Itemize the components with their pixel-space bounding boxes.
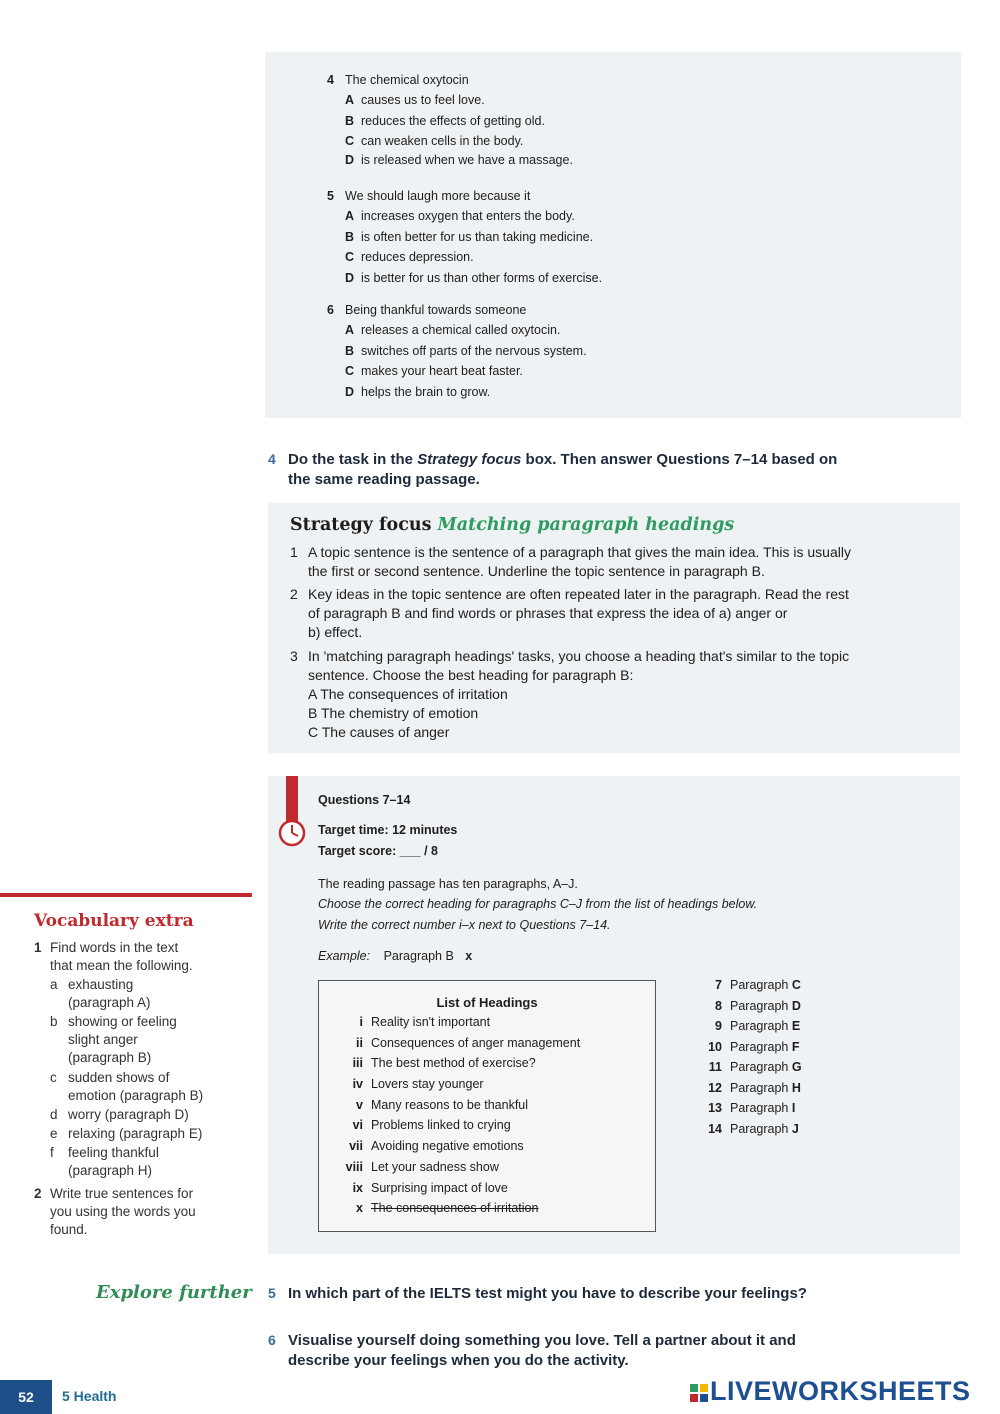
brand-text: LIVEWORKSHEETS bbox=[710, 1376, 971, 1406]
instruction: Write the correct number i–x next to Questions 7–14. bbox=[318, 918, 611, 932]
heading-text: Avoiding negative emotions bbox=[371, 1139, 524, 1153]
page-number: 52 bbox=[0, 1380, 52, 1414]
strategy-title bbox=[290, 515, 734, 535]
strategy-item-number: 1 bbox=[290, 544, 298, 560]
heading-text: The consequences of irritation bbox=[371, 1201, 539, 1215]
vocab-letter: f bbox=[50, 1145, 54, 1160]
option-text: is released when we have a massage. bbox=[361, 152, 573, 167]
option[interactable] bbox=[345, 320, 587, 341]
heading-text: Reality isn't important bbox=[371, 1015, 491, 1029]
vocab-line: you using the words you bbox=[50, 1204, 196, 1220]
explore-question-5: In which part of the IELTS test might you have to describe your feelings? bbox=[288, 1285, 807, 1302]
question-number: 7 bbox=[715, 978, 722, 992]
strategy-line: b) effect. bbox=[308, 624, 363, 640]
question-number: 11 bbox=[708, 1060, 722, 1074]
paragraph-label: Paragraph bbox=[730, 1101, 789, 1115]
paragraph-question[interactable] bbox=[698, 1101, 795, 1115]
vocab-line: (paragraph B) bbox=[68, 1050, 152, 1066]
option-text: increases oxygen that enters the body. bbox=[361, 209, 575, 223]
strategy-line: of paragraph B and find words or phrases that express the idea of a) anger or bbox=[308, 605, 788, 621]
question-4 bbox=[327, 70, 573, 169]
strategy-item-number: 2 bbox=[290, 586, 298, 602]
option[interactable] bbox=[345, 131, 573, 152]
option-text: switches off parts of the nervous system. bbox=[361, 343, 587, 358]
strategy-option: B The chemistry of emotion bbox=[308, 705, 479, 721]
vocab-line: (paragraph H) bbox=[68, 1163, 153, 1179]
clock-icon bbox=[277, 818, 307, 848]
instruction: Choose the correct heading for paragraphs C–J from the list of headings below. bbox=[318, 897, 758, 911]
strategy-option: C The causes of anger bbox=[308, 724, 450, 740]
target-time: Target time: 12 minutes bbox=[318, 823, 458, 837]
questions-box bbox=[268, 776, 960, 1254]
unit-label: 5 Health bbox=[62, 1388, 117, 1404]
strategy-line: A topic sentence is the sentence of a paragraph that gives the main idea. This is usually bbox=[308, 544, 851, 560]
vocab-subitem bbox=[50, 1069, 203, 1105]
option-letter: B bbox=[345, 113, 355, 128]
questions-title: Questions 7–14 bbox=[318, 793, 411, 807]
vocab-line: emotion (paragraph B) bbox=[68, 1088, 204, 1104]
strategy-line: In 'matching paragraph headings' tasks, you choose a heading that's similar to the topic bbox=[308, 648, 850, 664]
task-emphasis: Strategy focus bbox=[417, 451, 522, 468]
option[interactable] bbox=[345, 382, 587, 403]
vocab-line: showing or feeling bbox=[68, 1014, 177, 1029]
question-stem: We should laugh more because it bbox=[345, 189, 531, 203]
timer-bar bbox=[286, 776, 298, 822]
option-text: is often better for us than taking medicine. bbox=[361, 229, 594, 244]
paragraph-letter: F bbox=[791, 1040, 800, 1054]
option[interactable] bbox=[345, 247, 602, 268]
heading-row bbox=[319, 1181, 508, 1195]
question-5 bbox=[327, 186, 602, 288]
vocab-letter: d bbox=[50, 1107, 58, 1122]
vocab-item-1 bbox=[50, 939, 193, 975]
heading-text: Lovers stay younger bbox=[371, 1077, 484, 1091]
brand-logo[interactable] bbox=[690, 1376, 971, 1407]
strategy-line: the first or second sentence. Underline the topic sentence in paragraph B. bbox=[308, 563, 765, 579]
vocab-item-number: 1 bbox=[34, 940, 42, 955]
heading-number: vii bbox=[349, 1139, 363, 1153]
vocab-subitem bbox=[50, 976, 151, 1012]
heading-number: viii bbox=[345, 1160, 363, 1174]
heading-text: Surprising impact of love bbox=[371, 1181, 508, 1195]
question-stem: Being thankful towards someone bbox=[345, 303, 527, 317]
paragraph-letter: H bbox=[791, 1081, 801, 1095]
vocab-line: sudden shows of bbox=[68, 1070, 170, 1085]
paragraph-label: Paragraph bbox=[730, 978, 789, 992]
option-letter: A bbox=[345, 93, 355, 107]
strategy-option: A The consequences of irritation bbox=[308, 686, 508, 702]
vocab-item-number: 2 bbox=[34, 1186, 42, 1201]
paragraph-label: Paragraph bbox=[730, 1060, 789, 1074]
vocab-line: worry (paragraph D) bbox=[68, 1107, 189, 1122]
option-letter: D bbox=[345, 270, 355, 285]
question-number: 10 bbox=[708, 1040, 722, 1054]
task-4-instruction bbox=[288, 450, 948, 490]
vocab-line: Find words in the text bbox=[50, 940, 179, 955]
vocab-title: Vocabulary extra bbox=[34, 911, 194, 931]
question-number: 8 bbox=[715, 999, 722, 1013]
option[interactable] bbox=[345, 152, 573, 169]
explore-question-6 bbox=[288, 1331, 948, 1371]
heading-text: Many reasons to be thankful bbox=[371, 1098, 529, 1112]
vocab-line: relaxing (paragraph E) bbox=[68, 1126, 203, 1141]
vocab-subitem bbox=[50, 1013, 177, 1068]
strategy-line: Key ideas in the topic sentence are often repeated later in the paragraph. Read the rest bbox=[308, 586, 849, 602]
task-number: 5 bbox=[268, 1285, 276, 1301]
paragraph-label: Paragraph bbox=[730, 999, 789, 1013]
headings-list bbox=[318, 980, 656, 1232]
strategy-subtitle: Matching paragraph headings bbox=[437, 515, 735, 535]
paragraph-label: Paragraph bbox=[730, 1122, 789, 1136]
paragraph-letter: E bbox=[791, 1019, 801, 1033]
heading-row bbox=[319, 1036, 580, 1050]
heading-row bbox=[319, 1077, 484, 1091]
heading-number: iv bbox=[352, 1077, 363, 1091]
question-6 bbox=[327, 300, 587, 402]
option-text: is better for us than other forms of exercise. bbox=[361, 270, 603, 285]
heading-row bbox=[319, 1118, 511, 1132]
option-text: releases a chemical called oxytocin. bbox=[361, 323, 561, 337]
option[interactable] bbox=[345, 111, 573, 132]
paragraph-question[interactable] bbox=[698, 1060, 802, 1074]
vocab-letter: b bbox=[50, 1014, 58, 1029]
heading-row-example bbox=[319, 1201, 538, 1215]
paragraph-question[interactable] bbox=[698, 1019, 800, 1033]
vocab-line: that mean the following. bbox=[50, 958, 193, 974]
vocab-letter: e bbox=[50, 1126, 58, 1141]
task-text: Do the task in the bbox=[288, 451, 418, 468]
example bbox=[318, 946, 472, 966]
vocab-divider bbox=[0, 893, 252, 897]
strategy-title-text: Strategy focus bbox=[290, 515, 432, 535]
option-letter: B bbox=[345, 343, 355, 358]
option-text: reduces the effects of getting old. bbox=[361, 113, 545, 128]
paragraph-question[interactable] bbox=[698, 1081, 801, 1095]
heading-row bbox=[319, 1098, 528, 1112]
paragraph-letter: I bbox=[791, 1101, 796, 1115]
task-number: 4 bbox=[268, 451, 276, 467]
example-text: Paragraph B bbox=[383, 949, 454, 963]
option[interactable] bbox=[345, 268, 602, 289]
option-letter: A bbox=[345, 323, 355, 337]
heading-row bbox=[319, 1056, 536, 1070]
option-letter: D bbox=[345, 152, 355, 167]
mcq-box bbox=[265, 52, 961, 418]
vocab-letter: c bbox=[50, 1070, 57, 1085]
vocab-line: Write true sentences for bbox=[50, 1186, 194, 1201]
heading-text: Consequences of anger management bbox=[371, 1036, 581, 1050]
vocab-letter: a bbox=[50, 977, 58, 992]
example-label: Example: bbox=[318, 949, 371, 963]
vocabulary-extra bbox=[0, 893, 252, 1243]
question-stem: The chemical oxytocin bbox=[345, 73, 469, 87]
heading-number: x bbox=[356, 1201, 363, 1215]
option-letter: C bbox=[345, 250, 355, 264]
vocab-subitem bbox=[50, 1125, 202, 1143]
paragraph-label: Paragraph bbox=[730, 1040, 789, 1054]
question-number: 12 bbox=[708, 1081, 722, 1095]
option-letter: C bbox=[345, 364, 355, 378]
option[interactable] bbox=[345, 206, 602, 227]
paragraph-label: Paragraph bbox=[730, 1081, 789, 1095]
heading-row bbox=[319, 1139, 524, 1153]
heading-number: vi bbox=[352, 1118, 363, 1132]
option-text: helps the brain to grow. bbox=[361, 384, 491, 399]
strategy-focus-box bbox=[268, 503, 960, 753]
example-answer: x bbox=[465, 949, 473, 963]
strategy-item-number: 3 bbox=[290, 648, 298, 664]
paragraph-question[interactable] bbox=[698, 999, 801, 1013]
vocab-line: slight anger bbox=[68, 1032, 138, 1048]
option[interactable] bbox=[345, 90, 573, 111]
heading-number: ii bbox=[356, 1036, 363, 1050]
heading-text: The best method of exercise? bbox=[371, 1056, 536, 1070]
option-text: makes your heart beat faster. bbox=[361, 364, 523, 378]
task-text: the same reading passage. bbox=[288, 471, 480, 488]
strategy-line: sentence. Choose the best heading for paragraph B: bbox=[308, 667, 634, 683]
option-letter: B bbox=[345, 229, 355, 244]
heading-number: ix bbox=[352, 1181, 363, 1195]
strategy-item bbox=[290, 585, 950, 642]
liveworksheets-icon bbox=[690, 1384, 708, 1402]
paragraph-letter: D bbox=[791, 999, 801, 1013]
option-letter: C bbox=[345, 134, 355, 148]
task-text: describe your feelings when you do the activity. bbox=[288, 1352, 629, 1369]
paragraph-question[interactable] bbox=[698, 1122, 799, 1136]
option-text: reduces depression. bbox=[361, 250, 474, 264]
vocab-line: found. bbox=[50, 1222, 88, 1238]
heading-row bbox=[319, 1015, 490, 1029]
question-number: 4 bbox=[327, 73, 334, 87]
paragraph-letter: G bbox=[791, 1060, 802, 1074]
option-letter: D bbox=[345, 384, 355, 399]
heading-number: i bbox=[359, 1015, 363, 1029]
headings-list-title: List of Headings bbox=[436, 995, 538, 1010]
vocab-line: exhausting bbox=[68, 977, 134, 992]
paragraph-letter: C bbox=[791, 978, 801, 992]
question-number: 13 bbox=[708, 1101, 722, 1115]
strategy-item bbox=[290, 647, 950, 742]
vocab-line: (paragraph A) bbox=[68, 995, 151, 1011]
vocab-item-2 bbox=[50, 1185, 196, 1240]
paragraph-label: Paragraph bbox=[730, 1019, 789, 1033]
option[interactable] bbox=[345, 227, 602, 248]
option-text: can weaken cells in the body. bbox=[361, 134, 524, 148]
task-number: 6 bbox=[268, 1332, 276, 1348]
strategy-item bbox=[290, 543, 950, 581]
heading-number: iii bbox=[352, 1056, 363, 1070]
instruction: The reading passage has ten paragraphs, A–J. bbox=[318, 877, 578, 891]
option[interactable] bbox=[345, 361, 587, 382]
paragraph-question[interactable] bbox=[698, 978, 801, 992]
target-score: Target score: ___ / 8 bbox=[318, 844, 438, 858]
vocab-subitem bbox=[50, 1144, 159, 1180]
task-text: Visualise yourself doing something you love. Tell a partner about it and bbox=[288, 1332, 796, 1349]
heading-text: Let your sadness show bbox=[371, 1160, 499, 1174]
vocab-subitem bbox=[50, 1106, 189, 1124]
task-text: box. Then answer Questions 7–14 based on bbox=[521, 451, 838, 468]
question-number: 14 bbox=[708, 1122, 722, 1136]
heading-number: v bbox=[356, 1098, 363, 1112]
paragraph-letter: J bbox=[791, 1122, 799, 1136]
heading-row bbox=[319, 1160, 499, 1174]
option-text: causes us to feel love. bbox=[361, 93, 485, 107]
question-number: 9 bbox=[715, 1019, 722, 1033]
question-number: 6 bbox=[327, 303, 334, 317]
option-letter: A bbox=[345, 209, 355, 223]
heading-text: Problems linked to crying bbox=[371, 1118, 511, 1132]
explore-further-label: Explore further bbox=[96, 1282, 252, 1303]
option[interactable] bbox=[345, 341, 587, 362]
paragraph-question[interactable] bbox=[698, 1040, 800, 1054]
vocab-line: feeling thankful bbox=[68, 1145, 159, 1160]
question-number: 5 bbox=[327, 189, 334, 203]
